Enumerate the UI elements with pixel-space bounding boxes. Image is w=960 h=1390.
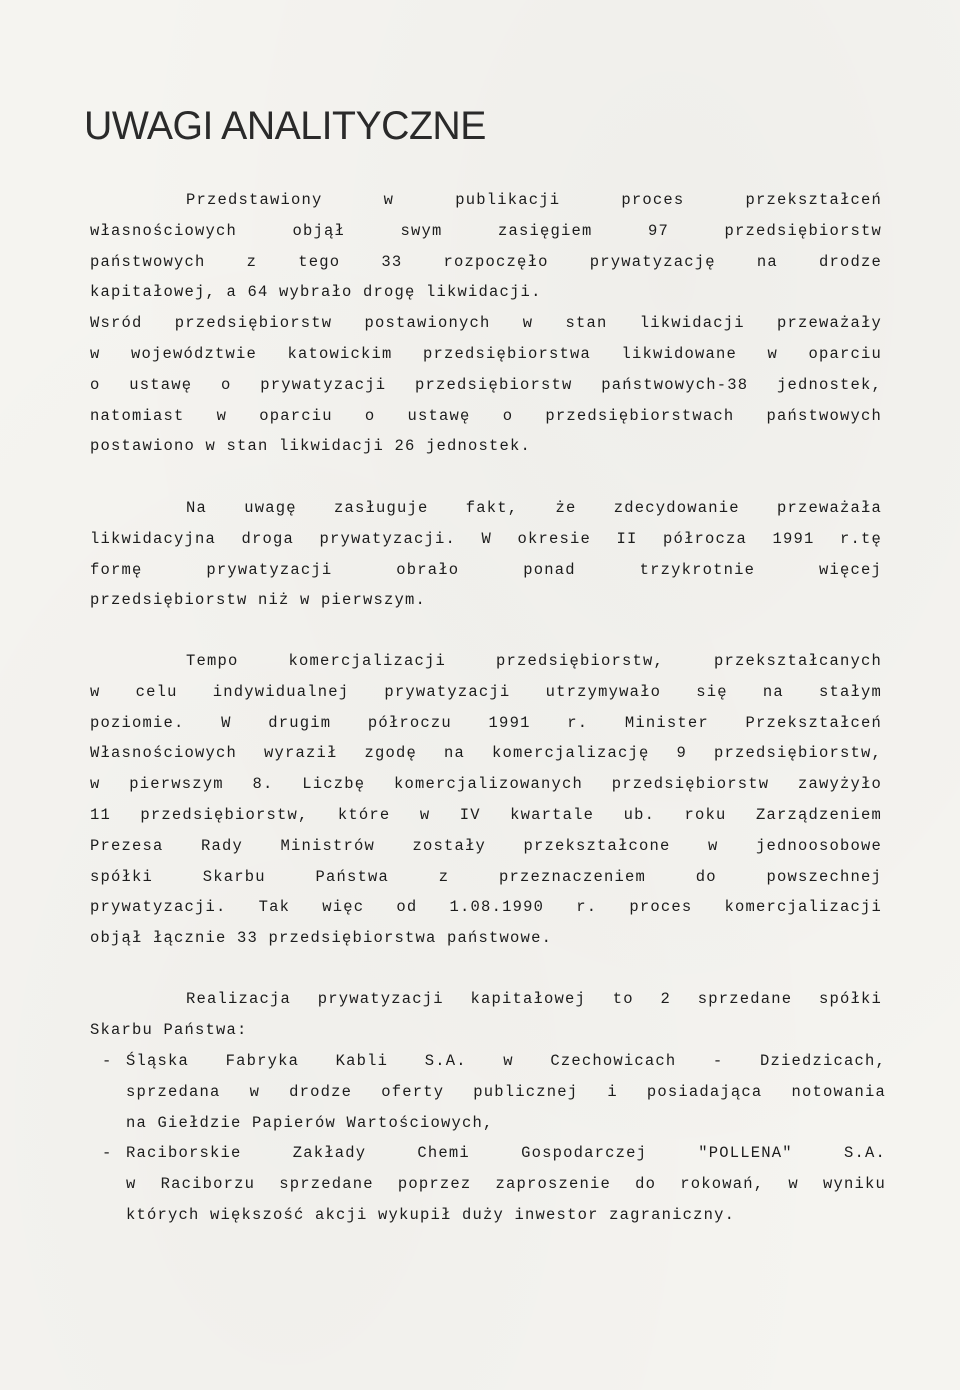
text-line: o ustawę o prywatyzacji przedsiębiorstw państwowych-38 jednostek, xyxy=(90,375,882,394)
text-line: sprzedana w drodze oferty publicznej i posiadająca notowania xyxy=(126,1082,886,1101)
list-dash: - xyxy=(102,1052,113,1070)
text-line: natomiast w oparciu o ustawę o przedsiębiorstwach państwowych xyxy=(90,406,882,425)
text-line: na Giełdzie Papierów Wartościowych, xyxy=(126,1113,494,1132)
paragraph-4 xyxy=(90,984,882,1046)
text-line: formę prywatyzacji obrało ponad trzykrotnie więcej xyxy=(90,560,882,579)
list-item xyxy=(90,1138,890,1230)
page-title: UWAGI ANALITYCZNE xyxy=(84,104,486,148)
list-dash: - xyxy=(102,1144,113,1163)
text-line: Tempo komercjalizacji przedsiębiorstw, przekształcanych xyxy=(186,652,882,670)
text-line: spółki Skarbu Państwa z przeznaczeniem do powszechnej xyxy=(90,867,882,886)
text-line: Przedstawiony w publikacji proces przekształceń xyxy=(186,191,882,209)
paragraph-1 xyxy=(90,185,882,462)
paragraph-3 xyxy=(90,646,882,954)
text-line: w pierwszym 8. Liczbę komercjalizowanych przedsiębiorstw zawyżyło xyxy=(90,775,882,794)
text-line: objął łącznie 33 przedsiębiorstwa państwowe. xyxy=(90,929,553,948)
text-line: których większość akcji wykupił duży inwestor zagraniczny. xyxy=(126,1205,736,1224)
text-line: Skarbu Państwa: xyxy=(90,1020,248,1039)
text-line: w celu indywidualnej prywatyzacji utrzymywało się na stałym xyxy=(90,682,882,701)
text-line: w Raciborzu sprzedane poprzez zaproszenie do rokowań, w wyniku xyxy=(126,1175,886,1194)
text-line: własnościowych objął swym zasięgiem 97 przedsiębiorstw xyxy=(90,221,882,240)
text-line: Śląska Fabryka Kabli S.A. w Czechowicach - Dziedzicach, xyxy=(126,1052,886,1070)
paragraph-2 xyxy=(90,493,882,616)
text-line: państwowych z tego 33 rozpoczęło prywatyzację na drodze xyxy=(90,252,882,271)
text-line: Raciborskie Zakłady Chemi Gospodarczej "POLLENA" S.A. xyxy=(126,1144,886,1163)
text-line: likwidacyjna droga prywatyzacji. W okresie II półrocza 1991 r.tę xyxy=(90,529,882,548)
text-line: kapitałowej, a 64 wybrało drogę likwidacji. xyxy=(90,283,542,302)
text-line: postawiono w stan likwidacji 26 jednostek. xyxy=(90,437,532,456)
text-line: w województwie katowickim przedsiębiorstwa likwidowane w oparciu xyxy=(90,344,882,363)
text-line: Prezesa Rady Ministrów zostały przekształcone w jednoosobowe xyxy=(90,836,882,855)
text-line: poziomie. W drugim półroczu 1991 r. Minister Przekształceń xyxy=(90,713,882,732)
company-list xyxy=(90,1046,890,1231)
text-line: prywatyzacji. Tak więc od 1.08.1990 r. proces komercjalizacji xyxy=(90,898,882,917)
text-line: Na uwagę zasługuje fakt, że zdecydowanie przeważała xyxy=(186,499,882,517)
text-line: Wsród przedsiębiorstw postawionych w stan likwidacji przeważały xyxy=(90,314,882,333)
text-line: Realizacja prywatyzacji kapitałowej to 2 sprzedane spółki xyxy=(186,990,882,1008)
text-line: przedsiębiorstw niż w pierwszym. xyxy=(90,591,427,610)
text-line: 11 przedsiębiorstw, które w IV kwartale ub. roku Zarządzeniem xyxy=(90,805,882,824)
list-item xyxy=(90,1046,890,1138)
text-line: Własnościowych wyraził zgodę na komercjalizację 9 przedsiębiorstw, xyxy=(90,744,882,763)
